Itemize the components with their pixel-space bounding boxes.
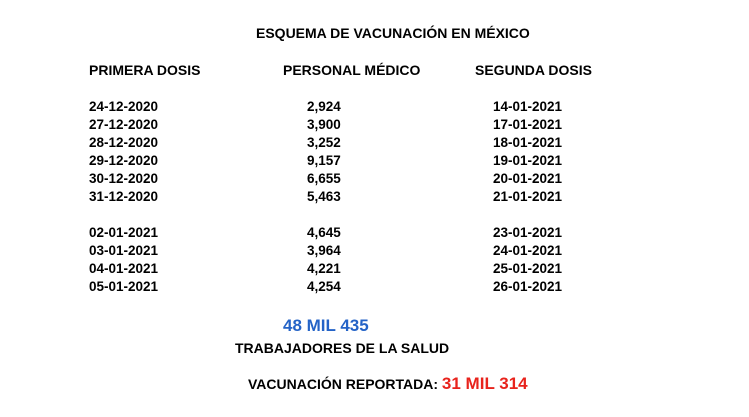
second-dose-date: 14-01-2021	[493, 99, 563, 114]
reported-vaccination	[248, 374, 528, 394]
second-dose-date: 18-01-2021	[493, 135, 563, 150]
second-dose-date: 17-01-2021	[493, 117, 563, 132]
medical-staff-count: 4,221	[307, 261, 341, 276]
second-dose-date: 20-01-2021	[493, 171, 563, 186]
medical-staff-count: 4,254	[307, 279, 341, 294]
first-dose-date: 03-01-2021	[89, 243, 159, 258]
header-first-dose: PRIMERA DOSIS	[89, 62, 201, 78]
first-dose-date: 30-12-2020	[89, 171, 159, 186]
reported-vaccination-label: VACUNACIÓN REPORTADA:	[248, 376, 442, 392]
medical-staff-count: 2,924	[307, 99, 341, 114]
second-dose-date: 26-01-2021	[493, 279, 563, 294]
total-health-workers-label: TRABAJADORES DE LA SALUD	[235, 340, 450, 356]
second-dose-date: 19-01-2021	[493, 153, 563, 168]
medical-staff-count: 5,463	[307, 189, 341, 204]
first-dose-date: 27-12-2020	[89, 117, 159, 132]
first-dose-date: 28-12-2020	[89, 135, 159, 150]
medical-staff-count: 3,964	[307, 243, 341, 258]
first-dose-date: 05-01-2021	[89, 279, 159, 294]
second-dose-date: 25-01-2021	[493, 261, 563, 276]
medical-staff-count: 3,252	[307, 135, 341, 150]
second-dose-date: 24-01-2021	[493, 243, 563, 258]
total-health-workers-value: 48 MIL 435	[283, 316, 369, 335]
first-dose-date: 31-12-2020	[89, 189, 159, 204]
medical-staff-count: 9,157	[307, 153, 341, 168]
first-dose-date: 04-01-2021	[89, 261, 159, 276]
first-dose-date: 24-12-2020	[89, 99, 159, 114]
medical-staff-count: 4,645	[307, 225, 341, 240]
header-second-dose: SEGUNDA DOSIS	[475, 62, 592, 78]
header-medical-staff: PERSONAL MÉDICO	[283, 62, 421, 78]
first-dose-date: 02-01-2021	[89, 225, 159, 240]
medical-staff-count: 3,900	[307, 117, 341, 132]
medical-staff-count: 6,655	[307, 171, 341, 186]
reported-vaccination-value: 31 MIL 314	[441, 374, 528, 393]
second-dose-date: 23-01-2021	[493, 225, 563, 240]
first-dose-date: 29-12-2020	[89, 153, 159, 168]
page-title: ESQUEMA DE VACUNACIÓN EN MÉXICO	[256, 25, 530, 41]
second-dose-date: 21-01-2021	[493, 189, 563, 204]
